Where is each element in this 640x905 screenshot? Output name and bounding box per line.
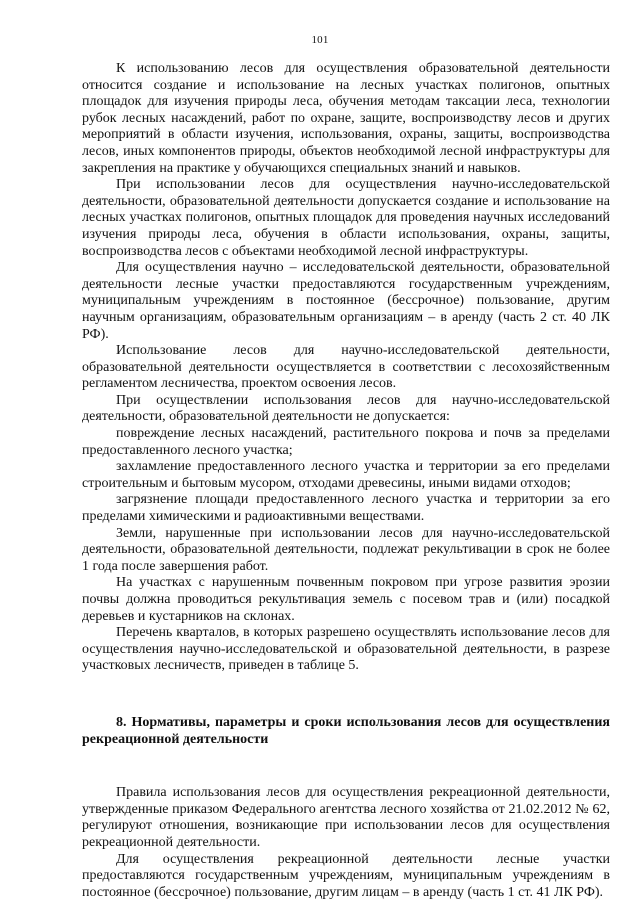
paragraph: На участках с нарушенным почвенным покровом при угрозе развития эрозии почвы должна проводиться рекультивация земель с посевом трав и (или) посадкой деревьев и кустарников на склонах. — [82, 575, 610, 624]
paragraph: Использование лесов для научно-исследовательской деятельности, образовательной деятельности осуществляется в соответствии с лесохозяйственным регламентом лесничества, проектом освоения лесов. — [82, 343, 610, 392]
paragraph: Перечень кварталов, в которых разрешено осуществлять использование лесов для осуществления научно-исследовательской и образовательной деятельности, в разрезе участковых лесничеств, приведен в таблице 5. — [82, 625, 610, 674]
list-item: захламление предоставленного лесного участка и территории за его пределами строительным и бытовым мусором, отходами древесины, иными видами отходов; — [82, 459, 610, 491]
document-body — [82, 61, 610, 901]
section-heading: 8. Нормативы, параметры и сроки использования лесов для осуществления рекреационной деятельности — [82, 714, 610, 747]
paragraph: При осуществлении использования лесов для научно-исследовательской деятельности, образовательной деятельности не допускается: — [82, 392, 610, 425]
list-item: повреждение лесных насаждений, растительного покрова и почв за пределами предоставленного лесного участка; — [82, 426, 610, 458]
paragraph: К использованию лесов для осуществления образовательной деятельности относится создание и использование на лесных участках полигонов, опытных площадок для изучения природы леса, обучения методам таксации леса, технологии рубок лесных насаждений, работ по охране, защите, воспроизводству лесов и других мероприятий в области изучения, использования, охраны, защиты, воспроизводства лесов, иных компонентов природы, объектов необходимой лесной инфраструктуры для закрепления на практике у обучающихся специальных знаний и навыков. — [82, 61, 610, 176]
page-number: 101 — [311, 34, 329, 46]
paragraph: При использовании лесов для осуществления научно-исследовательской деятельности, образовательной деятельности допускается создание и использование на лесных участках полигонов, опытных площадок для проведения научных исследований изучения природы леса, обучения в области использования, охраны, защиты, воспроизводства лесов с объектами необходимой лесной инфраструктуры. — [82, 177, 610, 259]
paragraph: Для осуществления рекреационной деятельности лесные участки предоставляются государственным учреждениям, муниципальным учреждениям в постоянное (бессрочное) пользование, другим лицам – в аренду (часть 1 ст. 41 ЛК РФ). — [82, 851, 610, 900]
paragraph: Правила использования лесов для осуществления рекреационной деятельности, утвержденные приказом Федерального агентства лесного хозяйства от 21.02.2012 № 62, регулируют отношения, возникающие при использовании лесов для осуществления рекреационной деятельности. — [82, 785, 610, 850]
paragraph: Земли, нарушенные при использовании лесов для научно-исследовательской деятельности, образовательной деятельности, подлежат рекультивации в срок не более 1 года после завершения работ. — [82, 525, 610, 574]
list-item: загрязнение площади предоставленного лесного участка и территории за его пределами химическими и радиоактивными веществами. — [82, 492, 610, 525]
paragraph: Для осуществления научно – исследовательской деятельности, образовательной деятельности лесные участки предоставляются государственным учреждениям, муниципальным учреждениям в постоянное (бессрочное) пользование, другим научным организациям, образовательным организациям – в аренду (часть 2 ст. 40 ЛК РФ). — [82, 260, 610, 342]
